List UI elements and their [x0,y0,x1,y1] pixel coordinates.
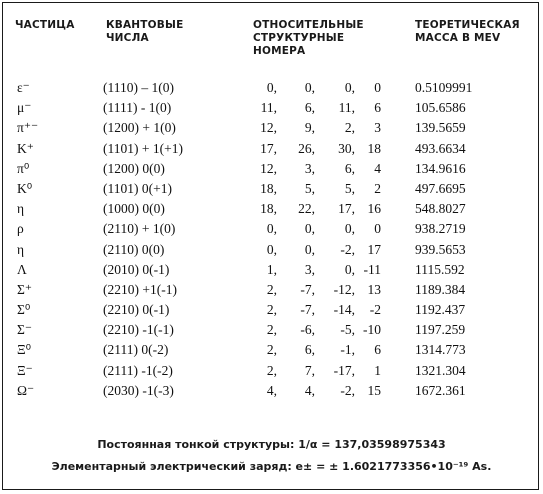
quantum-numbers: (2110) + 1(0) [103,221,176,237]
structural-number: 0, [304,80,315,95]
structural-number: 26, [298,140,315,156]
structural-number: 0 [374,80,381,95]
theoretical-mass: 0.5109991 [415,80,473,95]
structural-number: -1, [340,342,355,358]
structural-number: 13 [367,281,381,297]
structural-number: 16 [367,201,381,217]
structural-number: 5, [344,180,355,196]
structural-number: -11 [363,261,381,277]
quantum-numbers: (1000) 0(0) [103,201,165,217]
table-row [3,363,540,383]
theoretical-mass: 1321.304 [415,362,466,378]
structural-number: 0, [344,80,355,95]
structural-number: 1 [374,362,381,378]
table-row [3,181,540,201]
structural-number: -12, [333,281,355,297]
structural-number: 4, [304,382,315,398]
table-row [3,80,540,100]
structural-number: 0, [344,221,355,237]
quantum-numbers: (2010) 0(-1) [103,261,170,277]
particle-symbol: Σ⁻ [17,322,32,338]
theoretical-mass: 1314.773 [415,342,466,358]
structural-number: -17, [333,362,355,378]
table-row [3,302,540,322]
table-row [3,282,540,302]
structural-number: 2, [266,281,277,297]
header-relative-structural-numbers: ОТНОСИТЕЛЬНЫЕ СТРУКТУРНЫЕ НОМЕРА [253,19,364,57]
theoretical-mass: 134.9616 [415,160,466,176]
particle-symbol: π⁰ [17,160,30,176]
quantum-numbers: (2111) -1(-2) [103,362,173,378]
particle-symbol: π⁺⁻ [17,120,39,136]
data-rows [3,80,540,403]
structural-number: 0 [374,221,381,237]
quantum-numbers: (1101) + 1(+1) [103,140,183,156]
quantum-numbers: (2210) 0(-1) [103,302,170,318]
quantum-numbers: (2210) -1(-1) [103,322,174,338]
structural-number: 17 [367,241,381,257]
structural-number: -14, [333,302,355,318]
structural-number: 11, [260,100,277,116]
quantum-numbers: (1200) + 1(0) [103,120,176,136]
structural-number: -2 [369,302,381,318]
structural-number: 6 [374,342,381,358]
particle-symbol: ε⁻ [17,80,30,95]
structural-number: 0, [304,221,315,237]
structural-number: 1, [266,261,277,277]
structural-number: 30, [338,140,355,156]
header-quantum-numbers: КВАНТОВЫЕ ЧИСЛА [106,19,184,44]
structural-number: 15 [367,382,381,398]
theoretical-mass: 139.5659 [415,120,466,136]
structural-number: 0, [266,80,277,95]
theoretical-mass: 493.6634 [415,140,466,156]
structural-number: -2, [340,382,355,398]
table-row [3,262,540,282]
quantum-numbers: (2030) -1(-3) [103,382,174,398]
structural-number: 9, [304,120,315,136]
quantum-numbers: (1111) - 1(0) [103,100,172,116]
particle-symbol: Ξ⁻ [17,362,33,378]
particle-symbol: Ξ⁰ [17,342,32,358]
particle-symbol: η [17,241,25,257]
structural-number: 0, [266,241,277,257]
structural-number: 17, [338,201,355,217]
particle-symbol: K⁰ [17,180,33,196]
structural-number: 2, [266,342,277,358]
particle-symbol: Λ [17,261,27,277]
structural-number: 2, [266,322,277,338]
structural-number: 6, [344,160,355,176]
structural-number: 2 [374,180,381,196]
structural-number: 2, [266,302,277,318]
quantum-numbers: (1200) 0(0) [103,160,165,176]
theoretical-mass: 105.6586 [415,100,466,116]
table-row [3,161,540,181]
particle-symbol: Σ⁺ [17,281,32,297]
particle-symbol: ρ [17,221,24,237]
theoretical-mass: 497.6695 [415,180,466,196]
particle-symbol: Σ⁰ [17,302,31,318]
quantum-numbers: (2111) 0(-2) [103,342,169,358]
structural-number: 17, [260,140,277,156]
structural-number: 7, [304,362,315,378]
structural-number: -6, [300,322,315,338]
structural-number: 5, [304,180,315,196]
structural-number: 0, [266,221,277,237]
structural-number: 18 [367,140,381,156]
table-row [3,201,540,221]
quantum-numbers: (2210) +1(-1) [103,281,177,297]
theoretical-mass: 1115.592 [415,261,465,277]
particle-symbol: K⁺ [17,140,34,156]
theoretical-mass: 548.8027 [415,201,466,217]
structural-number: 4, [266,382,277,398]
header-particle: ЧАСТИЦА [15,19,75,31]
theoretical-mass: 1672.361 [415,382,466,398]
theoretical-mass: 1189.384 [415,281,466,297]
structural-number: 6, [304,342,315,358]
structural-number: -10 [363,322,381,338]
table-row [3,383,540,403]
structural-number: 0, [304,241,315,257]
structural-number: 18, [260,180,277,196]
structural-number: -7, [300,302,315,318]
table-row [3,242,540,262]
structural-number: 11, [338,100,355,116]
structural-number: 12, [260,120,277,136]
theoretical-mass: 939.5653 [415,241,466,257]
theoretical-mass: 938.2719 [415,221,466,237]
structural-number: 0, [344,261,355,277]
table-row [3,141,540,161]
structural-number: 6, [304,100,315,116]
theoretical-mass: 1192.437 [415,302,466,318]
particle-symbol: η [17,201,25,217]
structural-number: 4 [374,160,381,176]
table-row [3,100,540,120]
theoretical-mass: 1197.259 [415,322,466,338]
table-frame [2,2,539,490]
fine-structure-constant: Постоянная тонкой структуры: 1/α = 137,03598975343 [97,438,446,451]
table-row [3,342,540,362]
particle-symbol: Ω⁻ [17,382,35,398]
structural-number: 3, [304,261,315,277]
structural-number: -2, [340,241,355,257]
particle-symbol: μ⁻ [17,100,32,116]
structural-number: -5, [340,322,355,338]
structural-number: 3, [304,160,315,176]
structural-number: 2, [266,362,277,378]
structural-number: 3 [374,120,381,136]
elementary-charge: Элементарный электрический заряд: e± = ± 1.6021773356•10⁻¹⁹ As. [51,460,492,473]
structural-number: 6 [374,100,381,116]
quantum-numbers: (2110) 0(0) [103,241,165,257]
structural-number: -7, [300,281,315,297]
structural-number: 12, [260,160,277,176]
quantum-numbers: (1101) 0(+1) [103,180,172,196]
table-row [3,322,540,342]
table-row [3,120,540,140]
quantum-numbers: (1110) – 1(0) [103,80,174,95]
header-theoretical-mass: ТЕОРЕТИЧЕСКАЯ МАССА В MEV [415,19,520,44]
structural-number: 2, [344,120,355,136]
structural-number: 18, [260,201,277,217]
table-row [3,221,540,241]
structural-number: 22, [298,201,315,217]
